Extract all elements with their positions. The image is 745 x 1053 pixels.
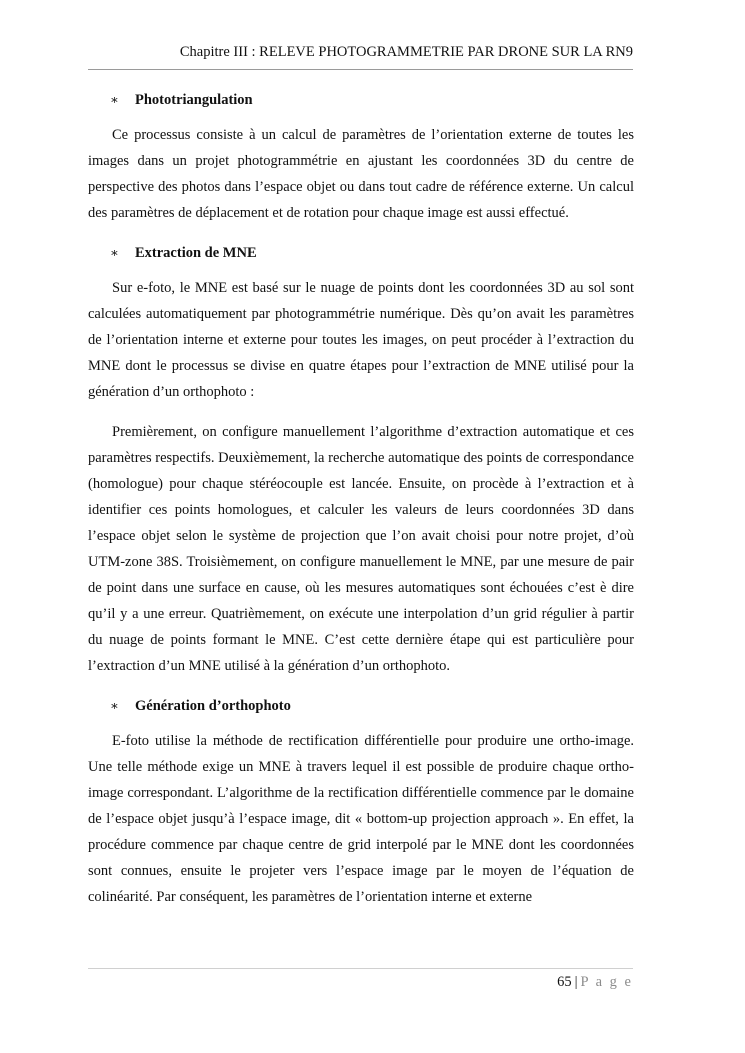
section-heading-extraction-mne	[88, 242, 634, 264]
section-heading-generation-orthophoto	[88, 695, 634, 717]
section-title: Phototriangulation	[135, 92, 253, 108]
page-body	[88, 89, 634, 910]
chapter-title: Chapitre III : RELEVE PHOTOGRAMMETRIE PAR DRONE SUR LA RN9	[179, 44, 633, 60]
asterisk-bullet-icon: ∗	[110, 92, 119, 107]
section-title: Extraction de MNE	[135, 245, 257, 261]
asterisk-bullet-icon: ∗	[110, 245, 119, 260]
asterisk-bullet-icon: ∗	[110, 698, 119, 713]
paragraph: Sur e-foto, le MNE est basé sur le nuage de points dont les coordonnées 3D au sol sont calculées automatiquement par photogrammétrie numérique. Dès qu’on avait les paramètres de l’orientation interne et externe pour toutes les images, on peut procéder à l’extraction du MNE dont le processus se divise en quatre étapes pour l’extraction de MNE utilisé pour la génération d’un orthophoto :	[88, 280, 634, 400]
section-heading-phototriangulation	[88, 89, 634, 111]
page-label: P a g e	[580, 974, 633, 990]
page-number: 65	[557, 974, 572, 990]
section-title: Génération d’orthophoto	[135, 698, 291, 714]
page-header	[88, 43, 633, 61]
footer-divider	[88, 968, 633, 969]
footer-separator: |	[574, 974, 578, 990]
page-footer	[557, 973, 633, 991]
paragraph: Premièrement, on configure manuellement l’algorithme d’extraction automatique et ces paramètres respectifs. Deuxièmement, la recherche automatique des points de correspondance (homologue) pour chaque stéréocouple est lancée. Ensuite, on procède à l’extraction et à identifier ces points homologues, et calculer les valeurs de leurs coordonnées 3D dans l’espace objet selon le système de projection que l’on avait choisi pour notre projet, d’où UTM-zone 38S. Troisièmement, on configure manuellement le MNE, par une mesure de pair de point dans une surface en cause, où les mesures automatiques sont échouées c’est è dire qu’il y a une erreur. Quatrièmement, on exécute une interpolation d’un grid régulier à partir du nuage de points formant le MNE. C’est cette dernière étape qui est particulière pour l’extraction d’un MNE utilisé à la génération d’un orthophoto.	[88, 424, 634, 674]
header-divider	[88, 69, 633, 70]
paragraph: Ce processus consiste à un calcul de paramètres de l’orientation externe de toutes les images dans un projet photogrammétrie en ajustant les coordonnées 3D du centre de perspective des photos dans l’espace objet ou dans tout cadre de référence externe. Un calcul des paramètres de déplacement et de rotation pour chaque image est aussi effectué.	[88, 127, 634, 221]
paragraph: E-foto utilise la méthode de rectification différentielle pour produire une ortho-image. Une telle méthode exige un MNE à travers lequel il est possible de produire chaque ortho-image correspondant. L’algorithme de la rectification différentielle commence par le domaine de l’espace objet jusqu’à l’espace image, dit « bottom-up projection approach ». En effet, la procédure commence par chaque centre de grid interpolé par le MNE dont les coordonnées sont connues, ensuite le projeter vers l’espace image par le moyen de l’équation de colinéarité. Par conséquent, les paramètres de l’orientation interne et externe	[88, 733, 634, 905]
